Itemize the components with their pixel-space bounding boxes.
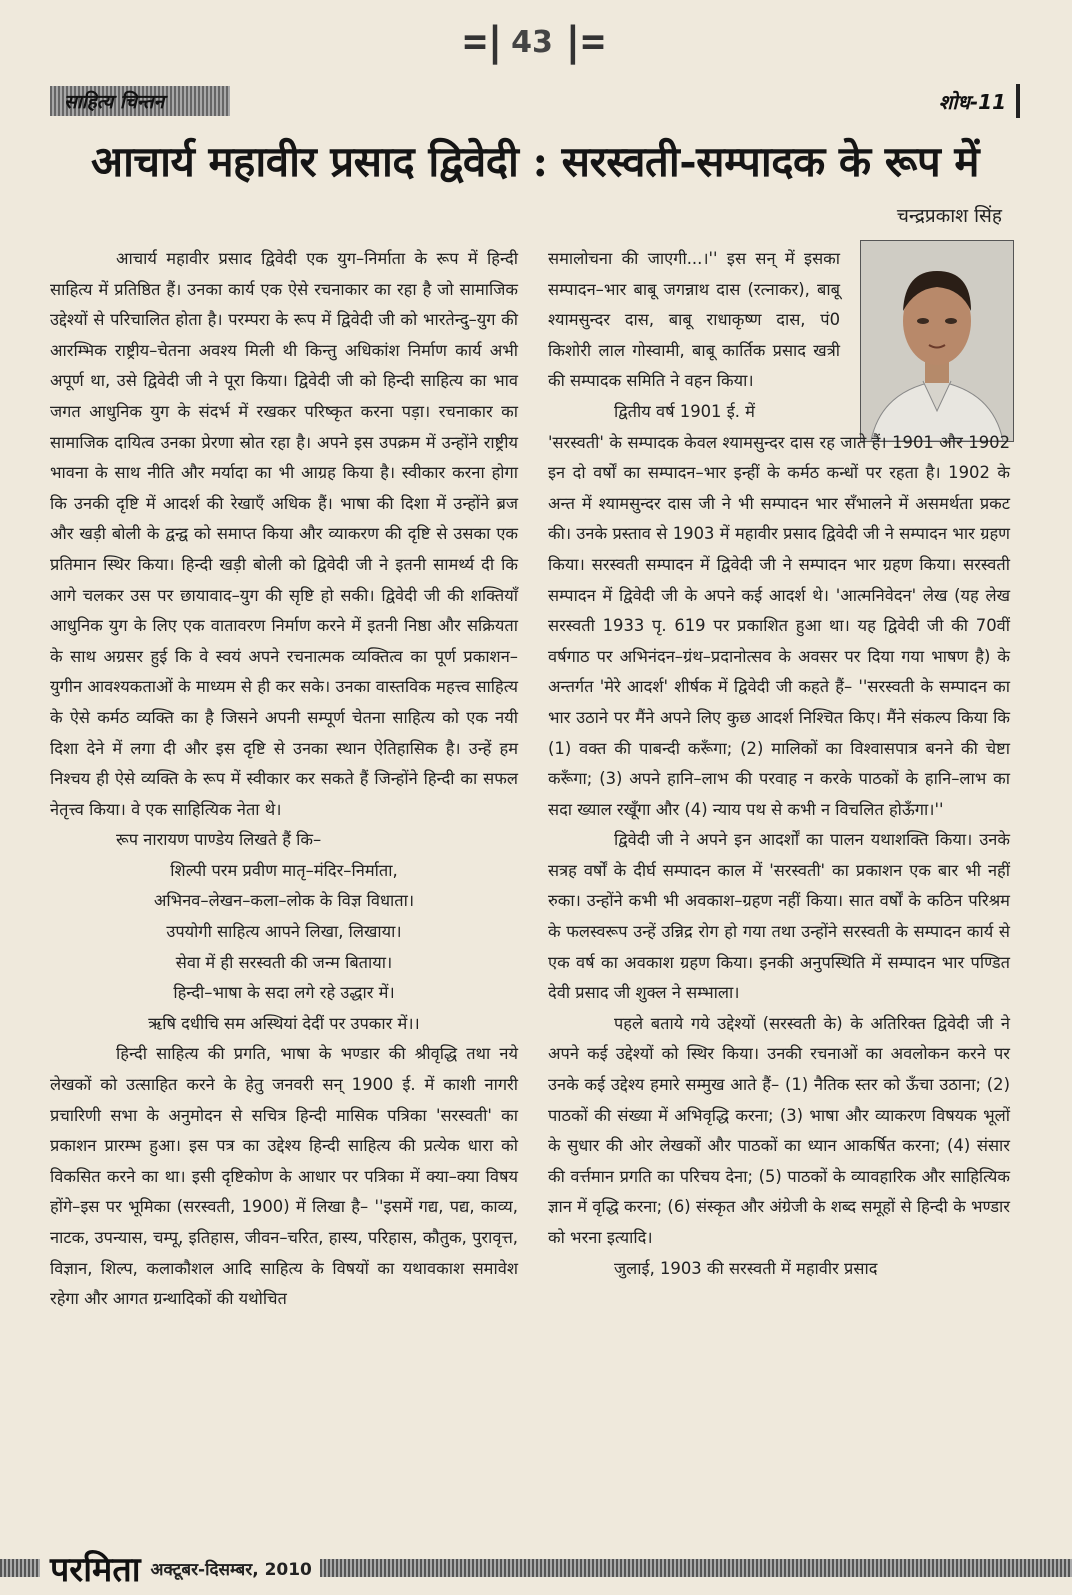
poem-line: ऋषि दधीचि सम अस्थियां देदीं पर उपकार में।। [148,1013,420,1033]
issue-date: अक्टूबर-दिसम्बर, 2010 [150,1559,312,1580]
left-paragraph-2: हिन्दी साहित्य की प्रगति, भाषा के भण्डार की श्रीवृद्धि तथा नये लेखकों को उत्साहित करने के हेतु जनवरी सन् 1900 ई. में काशी नागरी प्रचारिणी सभा के अनुमोदन से सचित्र हिन्दी मासिक पत्रिका 'सरस्वती' का प्रकाशन प्रारम्भ हुआ। इस पत्र का उद्देश्य हिन्दी साहित्य की प्रत्येक धारा को विकसित करने का था। इसी दृष्टिकोण के आधार पर पत्रिका में क्या–क्या विषय होंगे–इस पर भूमिका (सरस्वती, 1900) में लिखा है– ''इसमें गद्य, पद्य, काव्य, नाटक, उपन्यास, चम्पू, इतिहास, जीवन–चरित, हास्य, परिहास, कौतुक, पुरावृत्त, विज्ञान, शिल्प, कलाकौशल आदि साहित्य के विषयों का यथावकाश समावेश रहेगा और आगत ग्रन्थादिकों की यथोचित [50,1044,518,1309]
left-paragraph-1: आचार्य महावीर प्रसाद द्विवेदी एक युग–निर्माता के रूप में हिन्दी साहित्य में प्रतिष्ठित हैं। उनका कार्य एक ऐसे रचनाकार का रहा है जो सामाजिक उद्देश्यों से परिचालित होता है। परम्परा के रूप में द्विवेदी जी को भारतेन्दु–युग की आरम्भिक राष्ट्रीय–चेतना अवश्य मिली थी किन्तु अधिकांश निर्माण कार्य अभी अपूर्ण था, उसे द्विवेदी जी ने पूरा किया। द्विवेदी जी को हिन्दी साहित्य का भाव जगत आधुनिक युग के संदर्भ में रखकर परिष्कृत करना पड़ा। रचनाकार का सामाजिक दायित्व उनका प्रेरणा स्रोत रहा है। अपने इस उपक्रम में उन्होंने राष्ट्रीय भावना के साथ नीति और मर्यादा का भी आग्रह किया है। स्वीकार करना होगा कि उनकी दृष्टि में आदर्श की रेखाएँ अधिक हैं। भाषा की दिशा में उन्होंने ब्रज और खड़ी बोली के द्वन्द्व को समाप्त किया और व्याकरण की दृष्टि से उसका एक प्रतिमान स्थिर किया। हिन्दी खड़ी बोली को द्विवेदी जी ने इतनी सामर्थ्य दी कि आगे चलकर उस पर छायावाद–युग की सृष्टि हो सकी। द्विवेदी जी की शक्तियाँ आधुनिक युग के लिए एक वातावरण निर्माण करने में इतनी निष्ठा और सक्रियता के साथ अग्रसर हुई कि वे स्वयं अपने रचनात्मक व्यक्तित्व का पूर्ण प्रकाशन–युगीन आवश्यकताओं के माध्यम से ही कर सके। उनका वास्तविक महत्त्व साहित्य के ऐसे कर्मठ व्यक्ति का है जिसने अपनी सम्पूर्ण चेतना साहित्य को एक नयी दिशा देने में लगा दी और इस दृष्टि से उनका स्थान ऐतिहासिक है। उन्हें हम निश्चय ही ऐसे व्यक्ति के रूप में स्वीकार कर सकते हैं जिन्होंने हिन्दी का सफल नेतृत्त्व किया। वे एक साहित्यिक नेता थे। [50,249,518,819]
right-paragraph-4: पहले बताये गये उद्देश्यों (सरस्वती के) के अतिरिक्त द्विवेदी जी ने अपने कई उद्देश्यों को स्थिर किया। उनकी रचनाओं का अवलोकन करने पर उनके कई उद्देश्य हमारे सम्मुख आते हैं– (1) नैतिक स्तर को ऊँचा उठाना; (2) पाठकों की संख्या में अभिवृद्धि करना; (3) भाषा और व्याकरण विषयक भूलों के सुधार की ओर लेखकों और पाठकों का ध्यान आकर्षित करना; (4) संसार की वर्त्तमान प्रगति का परिचय देना; (5) पाठकों के व्यावहारिक और साहित्यिक ज्ञान में वृद्धि करना; (6) संस्कृत और अंग्रेजी के शब्द समूहों से हिन्दी के भण्डार को भरना इत्यादि। [548,1013,1010,1247]
right-column [548,244,1010,1284]
author-name: चन्द्रप्रकाश सिंह [896,205,1002,227]
footer-bar-right [320,1559,1072,1577]
page-number: 43 [511,24,553,60]
poem-line: अभिनव–लेखन–कला–लोक के विज्ञ विधाता। [153,891,415,911]
poem-line: उपयोगी साहित्य आपने लिखा, लिखाया। [166,922,402,942]
poem-intro: रूप नारायण पाण्डेय लिखते हैं कि– [116,830,322,850]
series-label: शोध-11 [939,84,1020,118]
left-column [50,244,518,1315]
poem-line: सेवा में ही सरस्वती की जन्म बिताया। [175,952,393,972]
right-paragraph-5: जुलाई, 1903 की सरस्वती में महावीर प्रसाद [614,1258,878,1278]
section-label: साहित्य चिन्तन [50,86,230,116]
right-paragraph-1: समालोचना की जाएगी...।'' इस सन् में इसका सम्पादन–भार बाबू जगन्नाथ दास (रत्नाकर), बाबू श्यामसुन्दर दास, बाबू राधाकृष्ण दास, पं0 किशोरी लाल गोस्वामी, बाबू कार्तिक प्रसाद खत्री की सम्पादक समिति ने वहन किया। [548,249,840,391]
poem-line: हिन्दी–भाषा के सदा लगे रहे उद्धार में। [173,983,395,1003]
page-number-decoration-left: =| [462,19,504,65]
poem-line: शिल्पी परम प्रवीण मातृ–मंदिर–निर्माता, [170,860,398,880]
footer-bar-left [0,1559,40,1577]
right-paragraph-3: द्विवेदी जी ने अपने इन आदर्शों का पालन यथाशक्ति किया। उनके सत्रह वर्षों के दीर्घ सम्पादन काल में 'सरस्वती' का प्रकाशन एक बार भी नहीं रुका। उन्होंने कभी भी अवकाश–ग्रहण नहीं किया। सात वर्षों के कठिन परिश्रम के फलस्वरूप उन्हें उन्निद्र रोग हो गया तथा उन्होंने सरस्वती के सम्पादन कार्य से एक वर्ष का अवकाश ग्रहण किया। इनकी अनुपस्थिति में सम्पादन भार पण्डित देवी प्रसाद जी शुक्ल ने सम्भाला। [548,830,1010,1003]
page-number-header [452,14,612,70]
right-paragraph-2: 'सरस्वती' के सम्पादक केवल श्यामसुन्दर दास रह जाते हैं। 1901 और 1902 इन दो वर्षों का सम्पादन–भार इन्हीं के कर्मठ कन्धों पर रहता है। 1902 के अन्त में श्यामसुन्दर दास जी ने भी सम्पादन भार सँभालने में असमर्थता प्रकट की। उनके प्रस्ताव से 1903 में महावीर प्रसाद द्विवेदी जी ने सम्पादन भार ग्रहण किया। सरस्वती सम्पादन में द्विवेदी जी ने सम्पादन भार ग्रहण किया। सरस्वती सम्पादन में द्विवेदी जी के अपने कई आदर्श थे। 'आत्मनिवेदन' लेख (यह लेख सरस्वती 1933 पृ. 619 पर प्रकाशित हुआ था। यह द्विवेदी जी की 70वीं वर्षगाठ पर अभिनंदन–ग्रंथ–प्रदानोत्सव के अवसर पर दिया गया भाषण है) के अन्तर्गत 'मेरे आदर्श' शीर्षक में द्विवेदी जी कहते हैं– ''सरस्वती के सम्पादन का भार उठाने पर मैंने अपने लिए कुछ आदर्श निश्चित किए। मैंने संकल्प किया कि (1) वक्त की पाबन्दी करूँगा; (2) मालिकों का विश्वासपात्र बनने की चेष्टा करूँगा; (3) अपने हानि–लाभ की परवाह न करके पाठकों के हानि–लाभ का सदा ख्याल रखूँगा और (4) न्याय पथ से कभी न विचलित होऊँगा।'' [548,432,1010,819]
magazine-name: परमिता [50,1550,141,1590]
right-paragraph-2-start: द्वितीय वर्ष 1901 ई. में [614,401,755,421]
page-number-decoration-right: |= [560,19,602,65]
poem [50,856,518,1040]
footer [0,1548,1072,1588]
article-title: आचार्य महावीर प्रसाद द्विवेदी : सरस्वती-सम्पादक के रूप में [90,137,979,186]
